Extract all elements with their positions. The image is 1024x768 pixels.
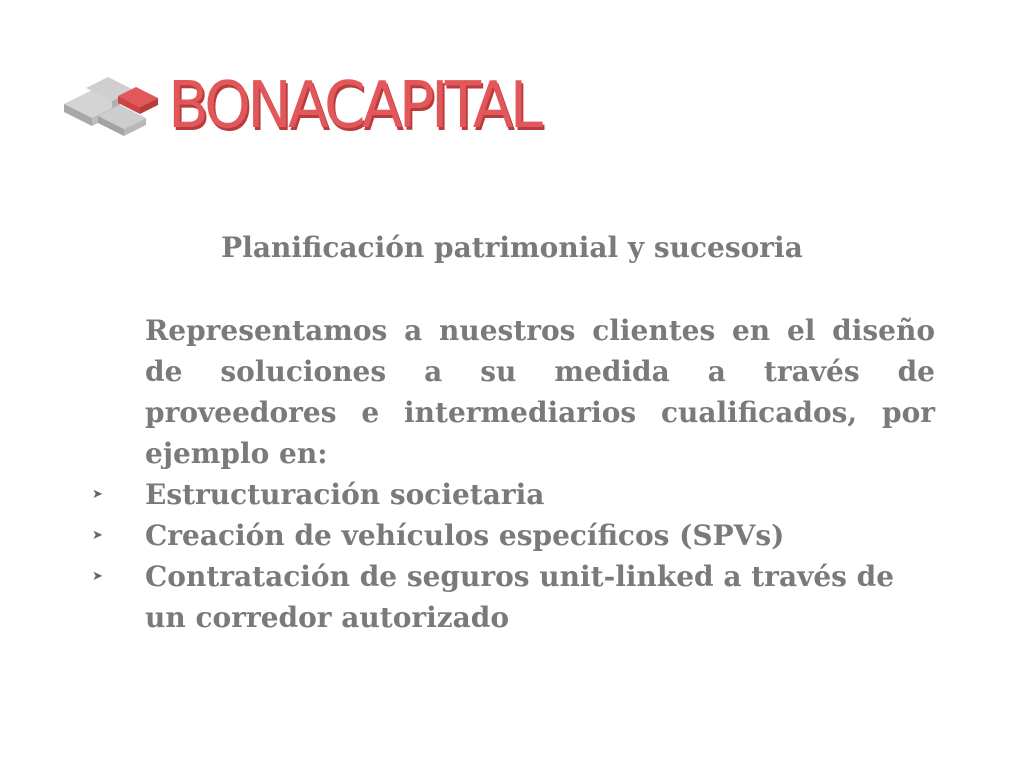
company-wordmark: BONACAPITAL xyxy=(168,69,540,143)
arrow-bullet-icon: ➤ xyxy=(92,487,103,502)
list-item xyxy=(0,556,935,638)
page-title: Planificación patrimonial y sucesoria xyxy=(221,231,803,264)
list-item-text: Contratación de seguros unit-linked a través de un corredor autorizado xyxy=(145,560,895,634)
list-item-text: Estructuración societaria xyxy=(145,478,545,511)
list-item xyxy=(0,515,935,556)
list-item xyxy=(0,474,935,515)
list-item-text: Creación de vehículos específicos (SPVs) xyxy=(145,519,785,552)
arrow-bullet-icon: ➤ xyxy=(92,528,103,543)
intro-paragraph: Representamos a nuestros clientes en el diseño de soluciones a su medida a través de proveedores e intermediarios cualificados, por ejemplo en: xyxy=(145,314,935,470)
stacked-blocks-logo-icon xyxy=(58,70,168,142)
company-logo xyxy=(58,64,588,144)
service-list xyxy=(0,474,1024,638)
arrow-bullet-icon: ➤ xyxy=(92,569,103,584)
